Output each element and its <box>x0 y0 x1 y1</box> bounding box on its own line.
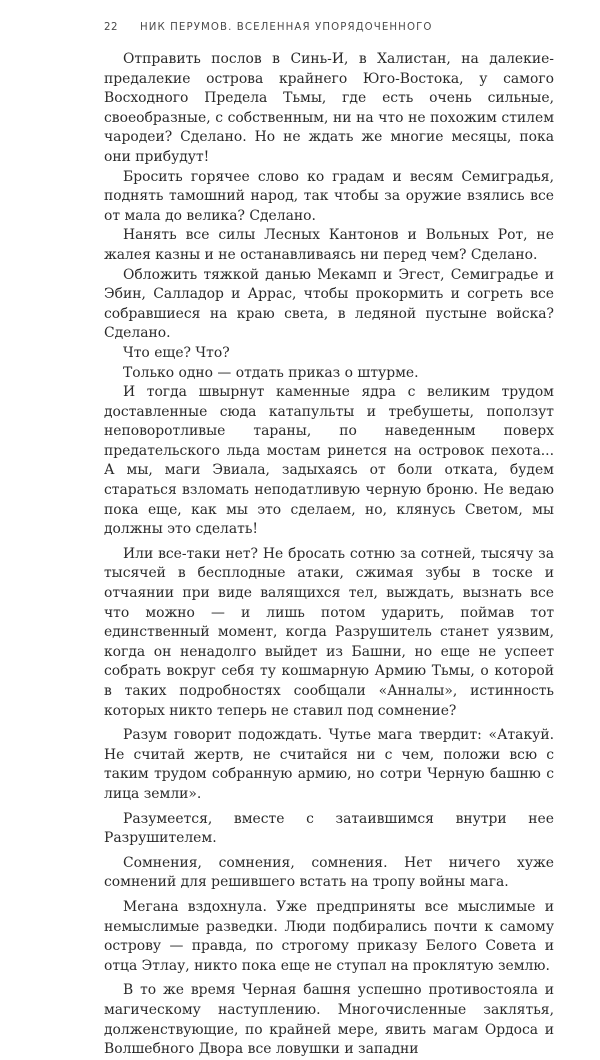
paragraph: Отправить послов в Синь-И, в Халистан, на далекие-предалекие острова крайнего Юго-Востока, у самого Восходного Предела Тьмы, где есть очень сильные, своеобразные, с собственным, ни на что не похожим стилем чародеи? Сделано. Но не ждать же многие месяцы, пока они прибудут! <box>104 51 554 165</box>
paragraph: Мегана вздохнула. Уже предприняты все мыслимые и немыслимые разведки. Люди подбирались почти к самому острову — правда, по строгому приказу Белого Совета и отца Этлау, никто пока еще не ступал на проклятую землю. <box>104 898 554 974</box>
paragraph: И тогда швырнут каменные ядра с великим трудом доставленные сюда катапульты и требушеты, поползут неповоротливые тараны, по наведенным поверх предательского льда мостам ринется на островок пехота... А мы, маги Эвиала, задыхаясь от боли отката, будем стараться взломать неподатливую черную броню. Не ведаю пока еще, как мы это сделаем, но, клянусь Светом, мы должны это сделать! <box>104 384 554 538</box>
running-header <box>104 22 554 33</box>
paragraph: Обложить тяжкой данью Мекамп и Эгест, Семиградье и Эбин, Салладор и Аррас, чтобы прокормить и согреть все собравшиеся на краю света, в ледяной пустыне войска? Сделано. <box>104 266 554 342</box>
paragraph: Бросить горячее слово ко градам и весям Семиградья, поднять тамошний народ, так чтобы за оружие взялись все от мала до велика? Сделано. <box>104 168 554 224</box>
paragraph: Только одно — отдать приказ о штурме. <box>123 364 419 381</box>
paragraph: Что еще? Что? <box>123 344 230 361</box>
paragraph: Разум говорит подождать. Чутье мага твердит: «Атакуй. Не считай жертв, не считайся ни с чем, положи всю с таким трудом собранную армию, но сотри Черную башню с лица земли». <box>104 727 554 802</box>
paragraph: Разумеется, вместе с затаившимся внутри нее Разрушителем. <box>104 810 554 847</box>
paragraph: Или все-таки нет? Не бросать сотню за сотней, тысячу за тысячей в бесплодные атаки, сжимая зубы в тоске и отчаянии при виде валящихся тел, выждать, вызнать все что можно — и лишь потом ударить, поймав тот единственный момент, когда Разрушитель станет уязвим, когда он ненадолго выйдет из Башни, но еще не успеет собрать вокруг себя ту кошмарную Армию Тьмы, о которой в таких подробностях сообщали «Анналы», истинность которых никто теперь не ставил под сомнение? <box>104 545 554 719</box>
paragraph: Нанять все силы Лесных Кантонов и Вольных Рот, не жалея казны и не останавливаясь ни перед чем? Сделано. <box>104 227 554 263</box>
paragraph: В то же время Черная башня успешно противостояла и магическому наступлению. Многочисленные заклятья, долженствующие, по крайней мере, явить магам Ордоса и Волшебного Двора все ловушки и западни <box>104 982 554 1058</box>
running-title: НИК ПЕРУМОВ. ВСЕЛЕННАЯ УПОРЯДОЧЕННОГО <box>140 22 433 33</box>
body-text <box>104 50 554 1060</box>
paragraph: Сомнения, сомнения, сомнения. Нет ничего хуже сомнений для решившего встать на тропу войны мага. <box>104 854 554 891</box>
page-number: 22 <box>104 22 118 33</box>
